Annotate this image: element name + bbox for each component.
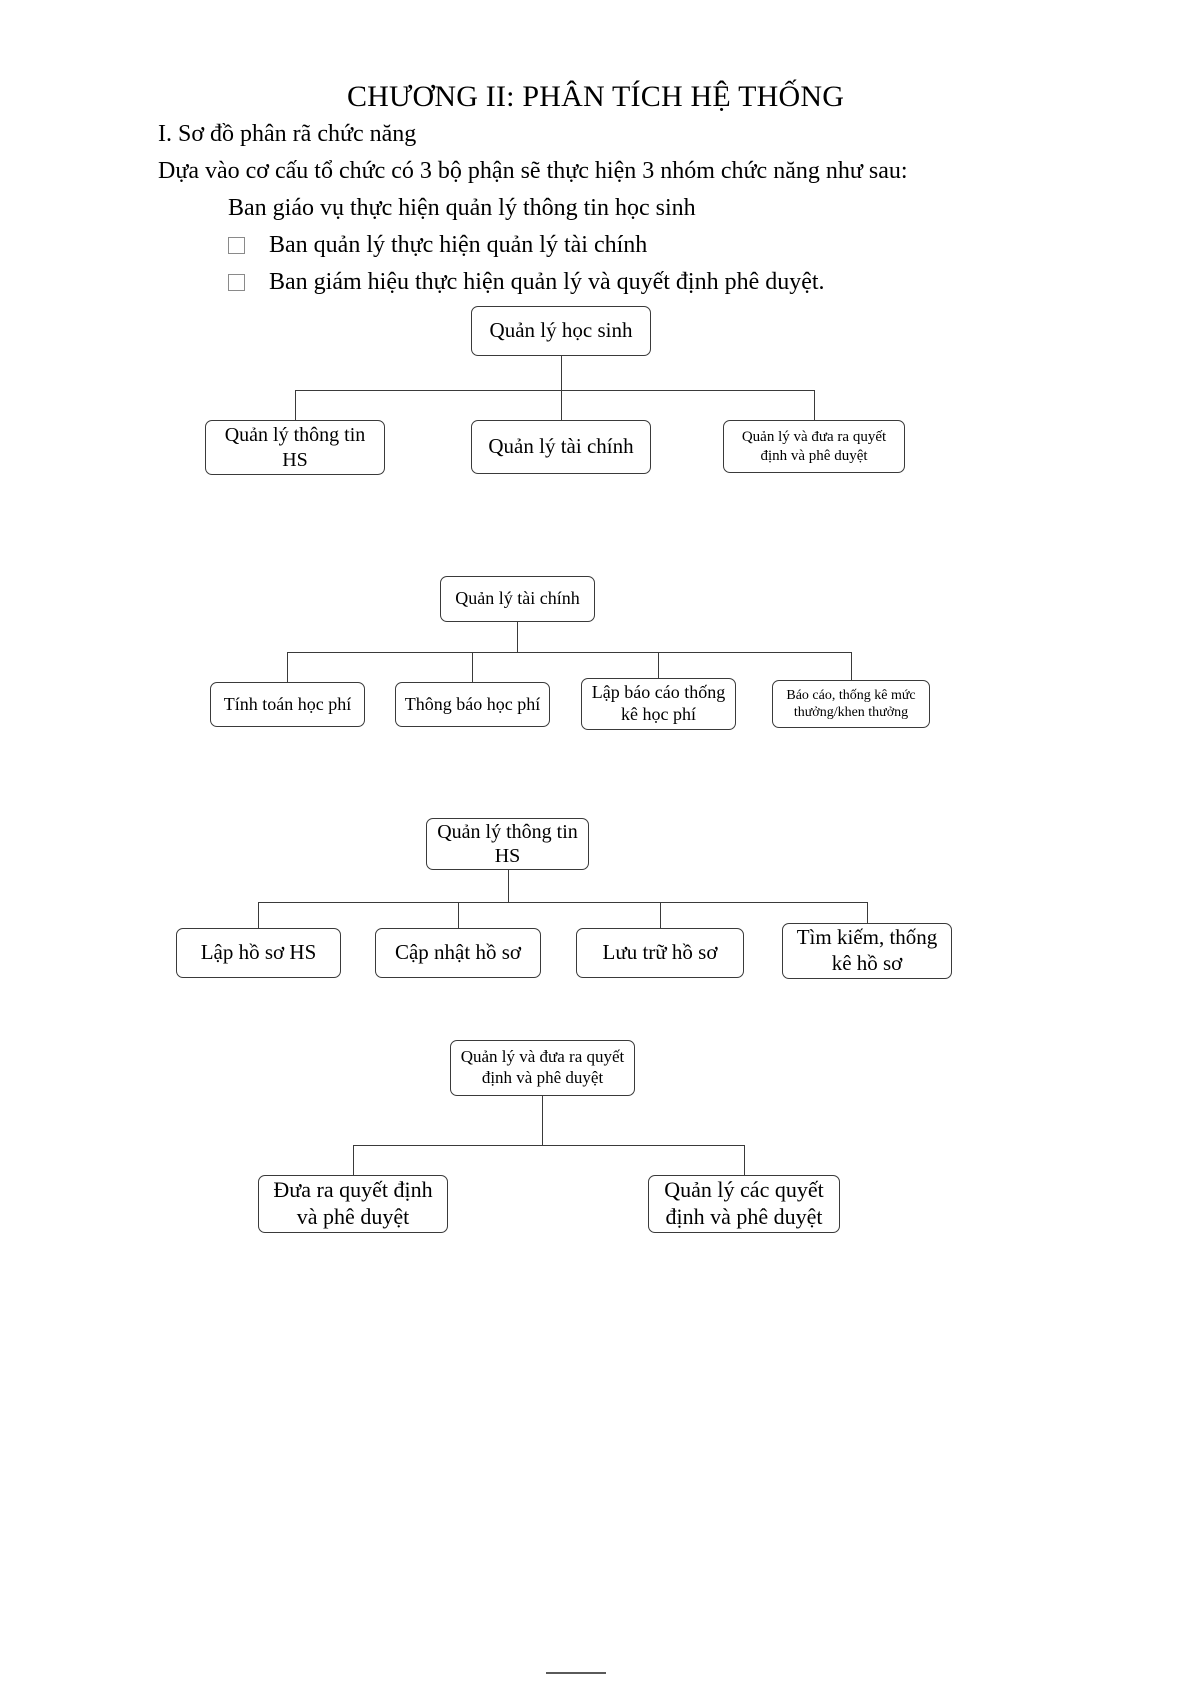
- diagram-node-child: Cập nhật hồ sơ: [375, 928, 541, 978]
- diagram-node-child: Lập hồ sơ HS: [176, 928, 341, 978]
- diagram-node-root: Quản lý thông tin HS: [426, 818, 589, 870]
- diagram-node-root: Quản lý học sinh: [471, 306, 651, 356]
- connector-vertical: [258, 902, 259, 928]
- bullet-square-icon: [228, 274, 245, 291]
- connector-vertical: [658, 652, 659, 678]
- diagram-node-child: Đưa ra quyết định và phê duyệt: [258, 1175, 448, 1233]
- intro-paragraph: Dựa vào cơ cấu tổ chức có 3 bộ phận sẽ thực hiện 3 nhóm chức năng như sau:: [158, 158, 908, 185]
- list-item: [228, 229, 1108, 262]
- diagram-student-information-decomposition: [0, 810, 1191, 1000]
- connector-vertical: [744, 1145, 745, 1175]
- connector-vertical: [353, 1145, 354, 1175]
- diagram-node-child: Lưu trữ hồ sơ: [576, 928, 744, 978]
- diagram-finance-management-decomposition: [0, 570, 1191, 750]
- connector-vertical: [660, 902, 661, 928]
- diagram-node-child: Quản lý các quyết định và phê duyệt: [648, 1175, 840, 1233]
- diagram-node-child: Báo cáo, thống kê mức thưởng/khen thưởng: [772, 680, 930, 728]
- connector-vertical: [517, 622, 518, 652]
- bullet-square-icon: [228, 237, 245, 254]
- diagram-node-root: Quản lý tài chính: [440, 576, 595, 622]
- diagram-node-root: Quản lý và đưa ra quyết định và phê duyệt: [450, 1040, 635, 1096]
- connector-vertical: [295, 390, 296, 420]
- diagram-node-child: Tìm kiếm, thống kê hồ sơ: [782, 923, 952, 979]
- footer-divider: [546, 1672, 606, 1674]
- list-item-plain: Ban giáo vụ thực hiện quản lý thông tin học sinh: [228, 195, 696, 222]
- diagram-decision-approval-decomposition: [0, 1035, 1191, 1245]
- intro-text-block: [158, 118, 1108, 300]
- connector-vertical: [851, 652, 852, 680]
- connector-vertical: [561, 390, 562, 420]
- diagram-node-child: Tính toán học phí: [210, 682, 365, 727]
- connector-horizontal: [258, 902, 867, 903]
- connector-horizontal: [287, 652, 851, 653]
- connector-vertical: [542, 1096, 543, 1145]
- connector-vertical: [287, 652, 288, 682]
- diagram-functional-decomposition-level-0: [0, 300, 1191, 500]
- page-title: CHƯƠNG II: PHÂN TÍCH HỆ THỐNG: [346, 80, 845, 113]
- connector-vertical: [561, 356, 562, 390]
- diagram-node-child: Quản lý và đưa ra quyết định và phê duyệt: [723, 420, 905, 473]
- connector-vertical: [458, 902, 459, 928]
- connector-vertical: [508, 870, 509, 902]
- connector-vertical: [472, 652, 473, 682]
- connector-vertical: [814, 390, 815, 420]
- list-item: [228, 266, 1108, 299]
- list-item-label: Ban quản lý thực hiện quản lý tài chính: [269, 232, 648, 259]
- diagram-node-child: Thông báo học phí: [395, 682, 550, 727]
- diagram-node-child: Lập báo cáo thống kê học phí: [581, 678, 736, 730]
- connector-horizontal: [353, 1145, 745, 1146]
- connector-vertical: [867, 902, 868, 923]
- diagram-node-child: Quản lý tài chính: [471, 420, 651, 474]
- diagram-node-child: Quản lý thông tin HS: [205, 420, 385, 475]
- list-item-label: Ban giám hiệu thực hiện quản lý và quyết định phê duyệt.: [269, 269, 825, 296]
- section-heading: I. Sơ đồ phân rã chức năng: [158, 121, 417, 147]
- connector-horizontal: [295, 390, 814, 391]
